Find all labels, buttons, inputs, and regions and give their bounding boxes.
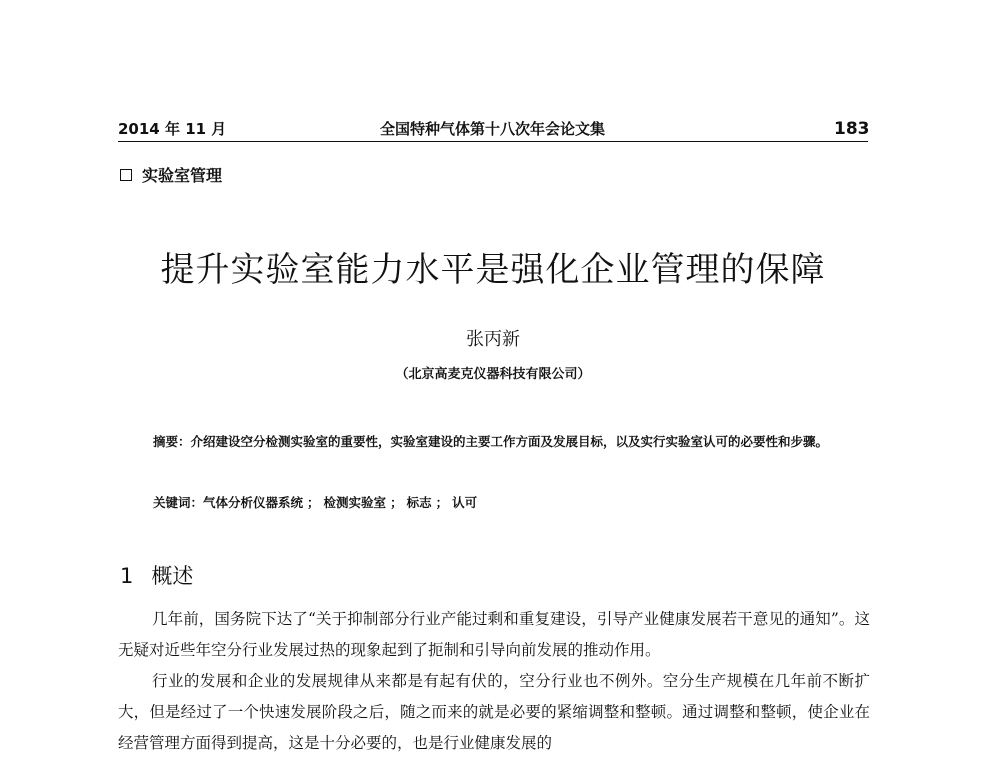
section-tag-label: 实验室管理 (142, 166, 223, 185)
body-paragraph: 几年前，国务院下达了“关于抑制部分行业产能过剩和重复建设，引导产业健康发展若干意见的通知”。这无疑对近些年空分行业发展过热的现象起到了扼制和引导向前发展的推动作用。 (118, 610, 870, 659)
header-rule (118, 141, 868, 142)
body-paragraph: 行业的发展和企业的发展规律从来都是有起有伏的，空分行业也不例外。空分生产规模在几年前不断扩大，但是经过了一个快速发展阶段之后，随之而来的就是必要的紧缩调整和整顿。通过调整和整顿，使企业在经营管理方面得到提高，这是十分必要的，也是行业健康发展的 (118, 672, 870, 752)
header-date: 2014 年 11 月 (118, 120, 227, 138)
section-tag (120, 163, 222, 186)
paper-title: 提升实验室能力水平是强化企业管理的保障 (160, 250, 826, 290)
author-name: 张丙新 (466, 329, 520, 350)
keyword-separator: ； (435, 495, 449, 510)
section-title: 概述 (151, 564, 194, 588)
keywords (153, 493, 477, 511)
keywords-label: 关键词： (153, 495, 204, 510)
abstract (153, 428, 853, 455)
keyword-item: 检测实验室 (323, 495, 387, 510)
abstract-text: 介绍建设空分检测实验室的重要性，实验室建设的主要工作方面及发展目标，以及实行实验室认可的必要性和步骤。 (190, 434, 829, 449)
section-heading (120, 560, 193, 590)
author-affiliation: （北京高麦克仪器科技有限公司） (395, 367, 591, 382)
checkbox-square-icon (120, 169, 132, 181)
abstract-label: 摘要： (153, 434, 191, 449)
page-number: 183 (834, 119, 870, 139)
keyword-separator: ； (390, 495, 403, 510)
keyword-item: 气体分析仪器系统 (203, 495, 304, 510)
keyword-item: 标志 (406, 495, 432, 510)
keyword-item: 认可 (452, 495, 478, 510)
keyword-separator: ； (307, 495, 320, 510)
section-number: 1 (120, 564, 134, 588)
header-journal-title: 全国特种气体第十八次年会论文集 (380, 120, 606, 138)
